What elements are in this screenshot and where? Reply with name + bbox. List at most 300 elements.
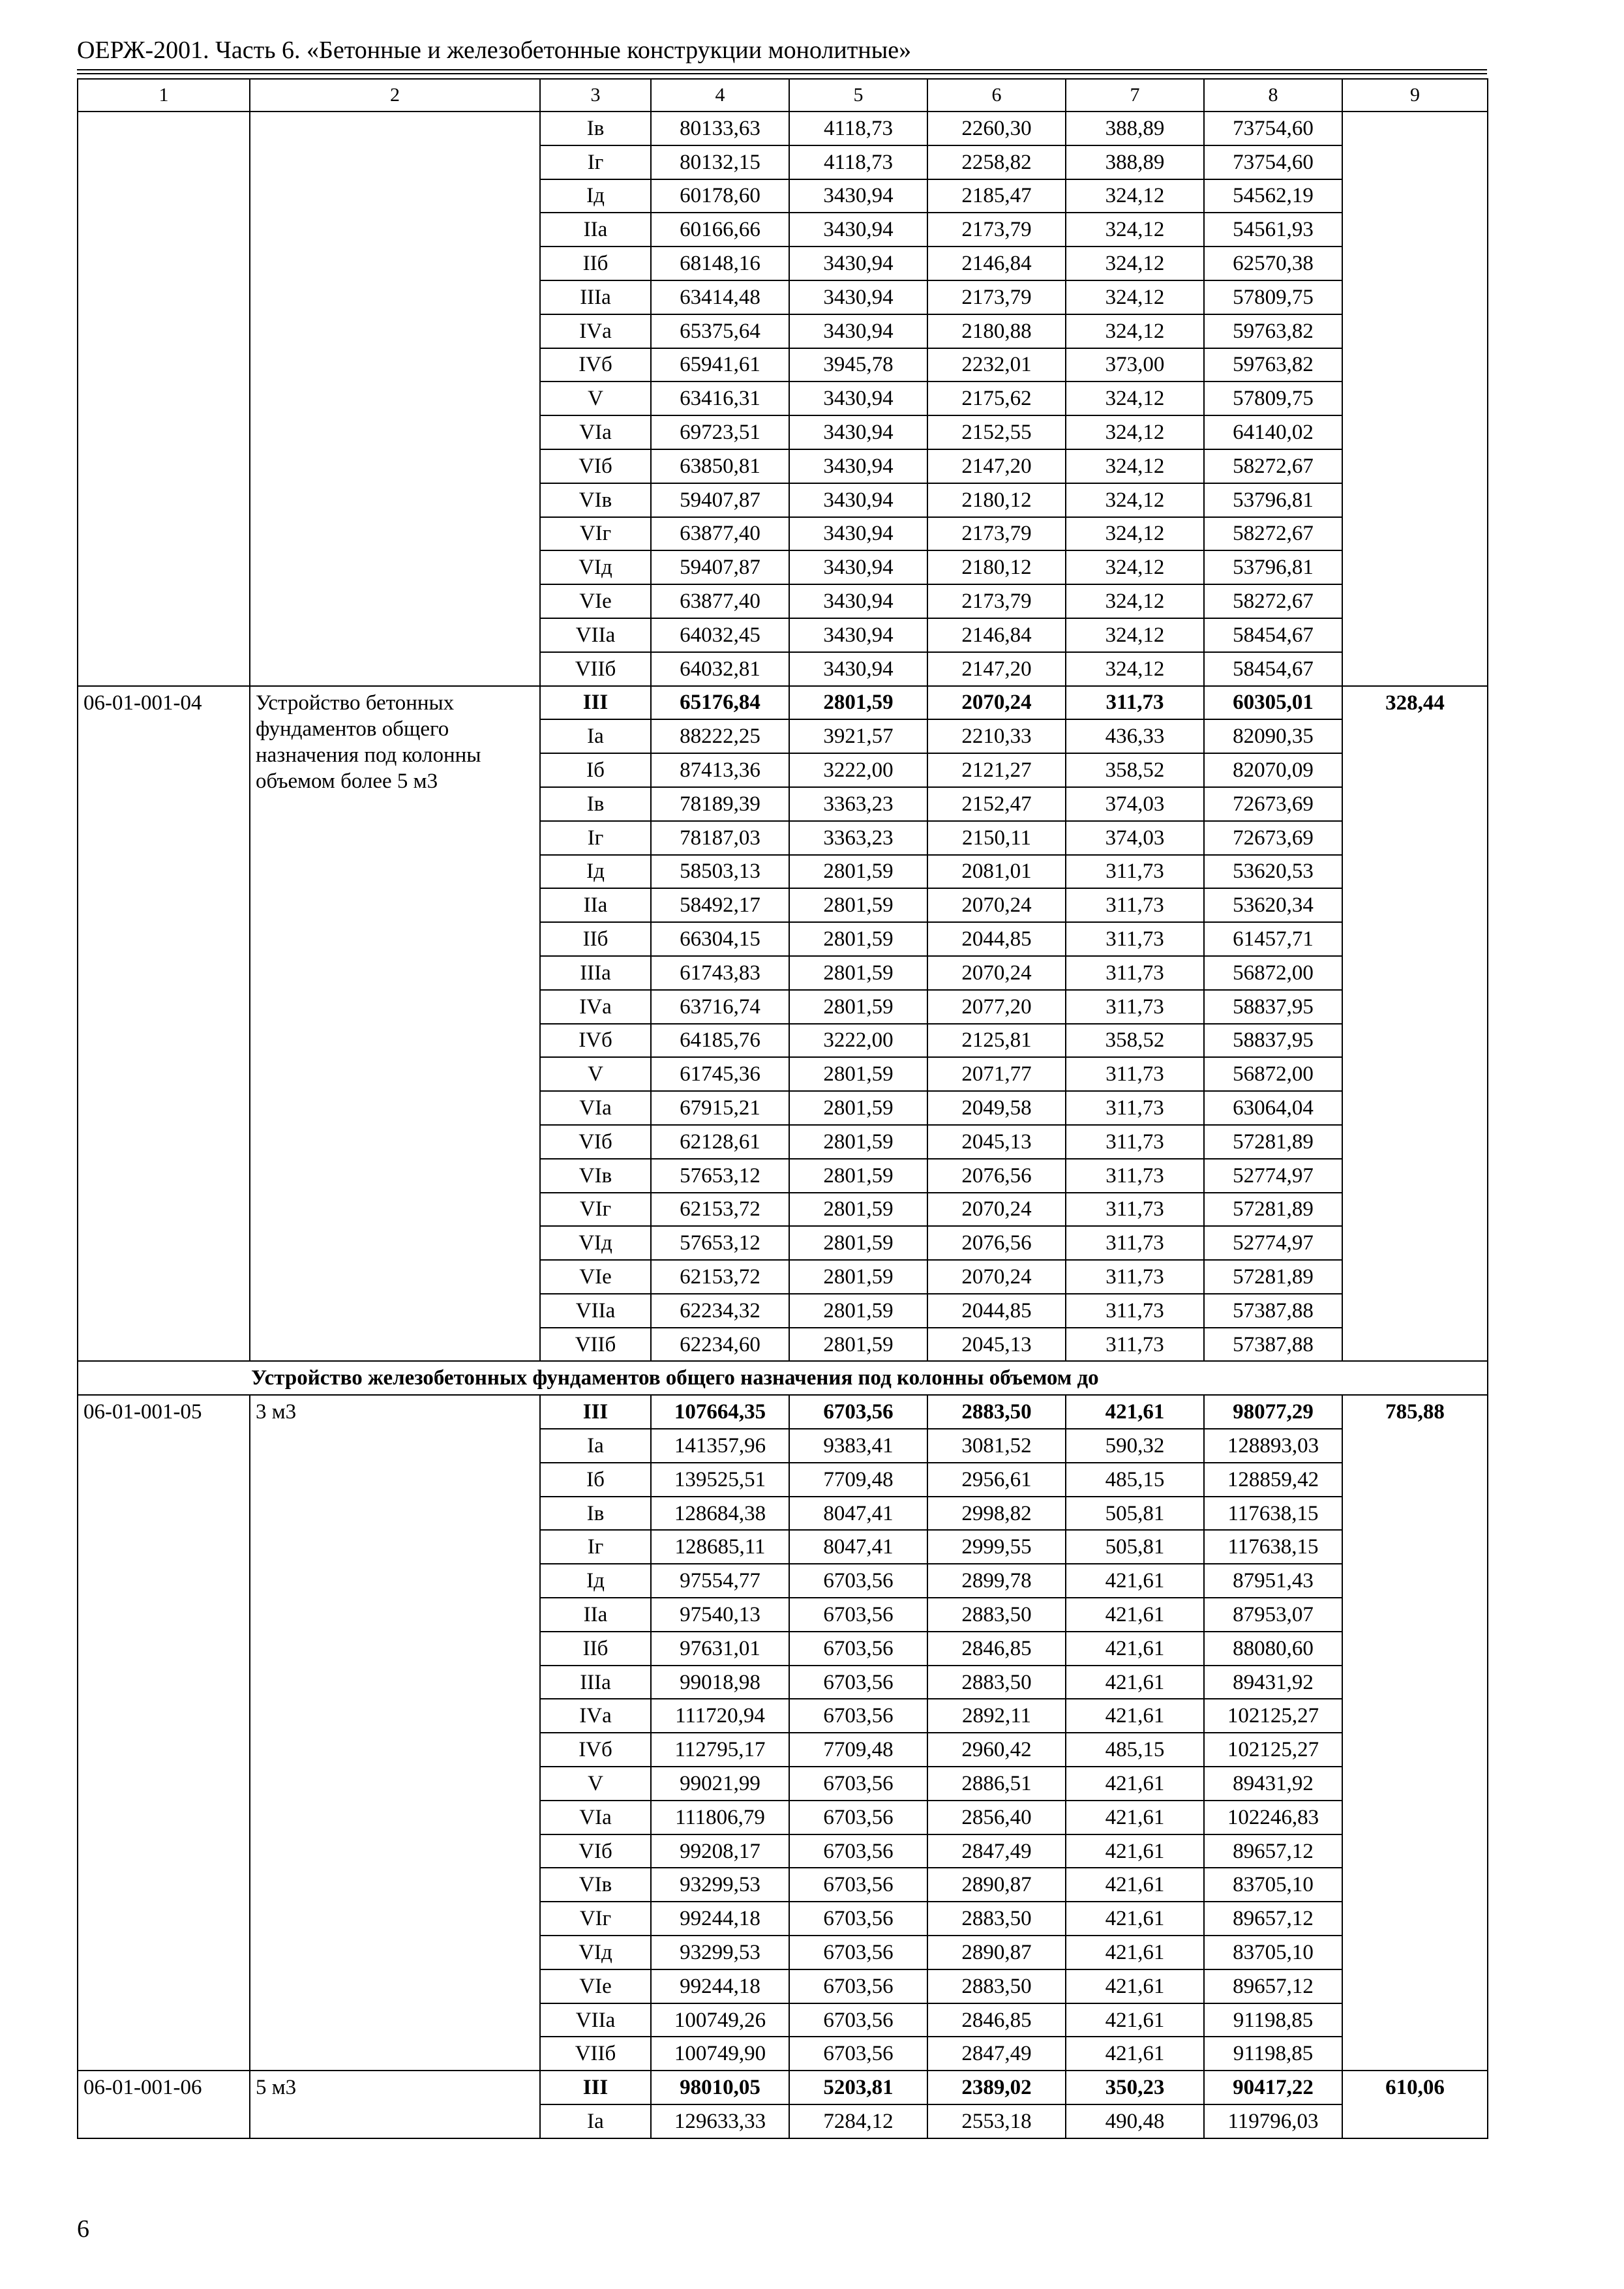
value-cell: 324,12: [1066, 483, 1204, 517]
value-cell: 2147,20: [927, 652, 1066, 686]
value-cell: 60305,01: [1204, 686, 1342, 720]
value-cell: 2146,84: [927, 618, 1066, 652]
value-cell: 2886,51: [927, 1767, 1066, 1801]
value-cell: 324,12: [1066, 550, 1204, 584]
value-cell: 2210,33: [927, 719, 1066, 753]
rate-description: Устройство бетонных фундаментов общего назначения под колонны объемом более 5 м3: [250, 686, 540, 1362]
zone-cell: VIе: [540, 1969, 651, 2003]
value-cell: 3430,94: [789, 314, 927, 348]
value-cell: 324,12: [1066, 449, 1204, 483]
zone-cell: Iб: [540, 1463, 651, 1497]
value-cell: 3222,00: [789, 753, 927, 787]
value-cell: 2152,47: [927, 787, 1066, 821]
value-cell: 2883,50: [927, 1902, 1066, 1936]
value-cell: 63716,74: [651, 990, 789, 1024]
zone-cell: VIIб: [540, 1328, 651, 1362]
value-cell: 139525,51: [651, 1463, 789, 1497]
value-cell: 56872,00: [1204, 1057, 1342, 1091]
value-cell: 7709,48: [789, 1463, 927, 1497]
value-cell: 2883,50: [927, 1395, 1066, 1429]
value-cell: 6703,56: [789, 1868, 927, 1902]
value-cell: 485,15: [1066, 1463, 1204, 1497]
zone-cell: V: [540, 1057, 651, 1091]
value-cell: 2960,42: [927, 1733, 1066, 1767]
value-cell: 64032,45: [651, 618, 789, 652]
value-cell: 63877,40: [651, 584, 789, 618]
value-cell: 117638,15: [1204, 1530, 1342, 1564]
value-cell: 119796,03: [1204, 2104, 1342, 2138]
value-cell: 100749,90: [651, 2037, 789, 2071]
value-cell: 311,73: [1066, 888, 1204, 922]
value-cell: 2070,24: [927, 888, 1066, 922]
value-cell: 58272,67: [1204, 584, 1342, 618]
value-cell: 2801,59: [789, 855, 927, 889]
value-cell: 2185,47: [927, 179, 1066, 213]
value-cell: 87413,36: [651, 753, 789, 787]
value-cell: 59763,82: [1204, 348, 1342, 382]
value-cell: 58454,67: [1204, 652, 1342, 686]
value-cell: 58492,17: [651, 888, 789, 922]
zone-cell: VIIа: [540, 2003, 651, 2037]
value-cell: 311,73: [1066, 1226, 1204, 1260]
value-cell: 324,12: [1066, 382, 1204, 415]
value-cell: 324,12: [1066, 280, 1204, 314]
value-cell: 73754,60: [1204, 112, 1342, 145]
value-cell: 61743,83: [651, 956, 789, 990]
value-cell: 8047,41: [789, 1497, 927, 1531]
table-row: [78, 686, 1488, 720]
value-cell: 54561,93: [1204, 213, 1342, 247]
value-cell: 57281,89: [1204, 1125, 1342, 1159]
value-cell: 89657,12: [1204, 1834, 1342, 1868]
value-cell: 2180,88: [927, 314, 1066, 348]
value-cell: 2071,77: [927, 1057, 1066, 1091]
column-9-value: 785,88: [1342, 1395, 1488, 2071]
zone-cell: IIIа: [540, 1666, 651, 1699]
value-cell: 3430,94: [789, 449, 927, 483]
value-cell: 2070,24: [927, 1193, 1066, 1227]
value-cell: 93299,53: [651, 1936, 789, 1969]
value-cell: 128859,42: [1204, 1463, 1342, 1497]
value-cell: 324,12: [1066, 618, 1204, 652]
value-cell: 311,73: [1066, 1125, 1204, 1159]
value-cell: 373,00: [1066, 348, 1204, 382]
value-cell: 2998,82: [927, 1497, 1066, 1531]
value-cell: 99244,18: [651, 1969, 789, 2003]
value-cell: 6703,56: [789, 1936, 927, 1969]
value-cell: 93299,53: [651, 1868, 789, 1902]
zone-cell: III: [540, 686, 651, 720]
value-cell: 64140,02: [1204, 415, 1342, 449]
value-cell: 3430,94: [789, 382, 927, 415]
value-cell: 58272,67: [1204, 517, 1342, 551]
value-cell: 421,61: [1066, 1801, 1204, 1834]
value-cell: 324,12: [1066, 213, 1204, 247]
header-rule-double: [77, 73, 1487, 74]
zone-cell: VIв: [540, 483, 651, 517]
column-number-cell: 5: [789, 79, 927, 112]
value-cell: 61745,36: [651, 1057, 789, 1091]
value-cell: 2801,59: [789, 1091, 927, 1125]
value-cell: 61457,71: [1204, 922, 1342, 956]
section-heading: Устройство железобетонных фундаментов общего назначения под колонны объемом до: [78, 1361, 1488, 1395]
value-cell: 62153,72: [651, 1193, 789, 1227]
value-cell: 57653,12: [651, 1226, 789, 1260]
zone-cell: IVа: [540, 1699, 651, 1733]
value-cell: 421,61: [1066, 1699, 1204, 1733]
section-heading-row: [78, 1361, 1488, 1395]
value-cell: 421,61: [1066, 2003, 1204, 2037]
value-cell: 421,61: [1066, 2037, 1204, 2071]
value-cell: 98010,05: [651, 2071, 789, 2104]
value-cell: 6703,56: [789, 1564, 927, 1598]
column-number-cell: 2: [250, 79, 540, 112]
value-cell: 69723,51: [651, 415, 789, 449]
value-cell: 311,73: [1066, 1193, 1204, 1227]
value-cell: 78187,03: [651, 821, 789, 855]
value-cell: 2801,59: [789, 922, 927, 956]
value-cell: 358,52: [1066, 753, 1204, 787]
zone-cell: VIIа: [540, 1294, 651, 1328]
value-cell: 82070,09: [1204, 753, 1342, 787]
column-9-value: [1342, 112, 1488, 686]
value-cell: 324,12: [1066, 415, 1204, 449]
value-cell: 2260,30: [927, 112, 1066, 145]
value-cell: 111806,79: [651, 1801, 789, 1834]
value-cell: 350,23: [1066, 2071, 1204, 2104]
value-cell: 117638,15: [1204, 1497, 1342, 1531]
value-cell: 97631,01: [651, 1632, 789, 1666]
value-cell: 89431,92: [1204, 1767, 1342, 1801]
value-cell: 63850,81: [651, 449, 789, 483]
value-cell: 5203,81: [789, 2071, 927, 2104]
value-cell: 62234,32: [651, 1294, 789, 1328]
value-cell: 89657,12: [1204, 1902, 1342, 1936]
value-cell: 2180,12: [927, 483, 1066, 517]
value-cell: 99244,18: [651, 1902, 789, 1936]
value-cell: 128684,38: [651, 1497, 789, 1531]
rate-description: 3 м3: [250, 1395, 540, 2071]
table-row: [78, 2071, 1488, 2104]
zone-cell: Iа: [540, 719, 651, 753]
zone-cell: Iв: [540, 112, 651, 145]
value-cell: 3430,94: [789, 584, 927, 618]
value-cell: 3430,94: [789, 517, 927, 551]
value-cell: 78189,39: [651, 787, 789, 821]
value-cell: 2389,02: [927, 2071, 1066, 2104]
value-cell: 2801,59: [789, 1226, 927, 1260]
zone-cell: VIе: [540, 1260, 651, 1294]
value-cell: 311,73: [1066, 1294, 1204, 1328]
rate-description: [250, 112, 540, 686]
value-cell: 2801,59: [789, 990, 927, 1024]
value-cell: 2173,79: [927, 280, 1066, 314]
value-cell: 97554,77: [651, 1564, 789, 1598]
value-cell: 2883,50: [927, 1598, 1066, 1632]
value-cell: 3363,23: [789, 787, 927, 821]
value-cell: 6703,56: [789, 1969, 927, 2003]
column-number-cell: 8: [1204, 79, 1342, 112]
value-cell: 324,12: [1066, 247, 1204, 280]
value-cell: 60166,66: [651, 213, 789, 247]
zone-cell: Iв: [540, 787, 651, 821]
value-cell: 89431,92: [1204, 1666, 1342, 1699]
value-cell: 2553,18: [927, 2104, 1066, 2138]
zone-cell: VIд: [540, 1936, 651, 1969]
value-cell: 73754,60: [1204, 145, 1342, 179]
zone-cell: IIб: [540, 922, 651, 956]
value-cell: 64032,81: [651, 652, 789, 686]
value-cell: 98077,29: [1204, 1395, 1342, 1429]
value-cell: 3081,52: [927, 1429, 1066, 1463]
zone-cell: VIд: [540, 1226, 651, 1260]
value-cell: 3430,94: [789, 550, 927, 584]
value-cell: 2956,61: [927, 1463, 1066, 1497]
rate-code: 06-01-001-05: [78, 1395, 250, 2071]
value-cell: 111720,94: [651, 1699, 789, 1733]
value-cell: 2049,58: [927, 1091, 1066, 1125]
value-cell: 2847,49: [927, 2037, 1066, 2071]
column-number-cell: 7: [1066, 79, 1204, 112]
value-cell: 6703,56: [789, 1902, 927, 1936]
table-row: [78, 112, 1488, 145]
value-cell: 421,61: [1066, 1395, 1204, 1429]
value-cell: 2846,85: [927, 2003, 1066, 2037]
value-cell: 59407,87: [651, 483, 789, 517]
value-cell: 2847,49: [927, 1834, 1066, 1868]
value-cell: 63877,40: [651, 517, 789, 551]
value-cell: 311,73: [1066, 922, 1204, 956]
value-cell: 421,61: [1066, 1564, 1204, 1598]
zone-cell: IIа: [540, 888, 651, 922]
value-cell: 421,61: [1066, 1834, 1204, 1868]
value-cell: 2173,79: [927, 213, 1066, 247]
zone-cell: VIб: [540, 449, 651, 483]
value-cell: 2152,55: [927, 415, 1066, 449]
column-number-cell: 3: [540, 79, 651, 112]
value-cell: 2890,87: [927, 1936, 1066, 1969]
value-cell: 102125,27: [1204, 1699, 1342, 1733]
value-cell: 421,61: [1066, 1767, 1204, 1801]
value-cell: 311,73: [1066, 1057, 1204, 1091]
value-cell: 57281,89: [1204, 1260, 1342, 1294]
value-cell: 99018,98: [651, 1666, 789, 1699]
value-cell: 388,89: [1066, 145, 1204, 179]
value-cell: 6703,56: [789, 2003, 927, 2037]
zone-cell: VIа: [540, 415, 651, 449]
value-cell: 421,61: [1066, 1969, 1204, 2003]
value-cell: 2890,87: [927, 1868, 1066, 1902]
value-cell: 62570,38: [1204, 247, 1342, 280]
column-number-cell: 6: [927, 79, 1066, 112]
zone-cell: IIа: [540, 1598, 651, 1632]
value-cell: 2801,59: [789, 1125, 927, 1159]
value-cell: 2121,27: [927, 753, 1066, 787]
value-cell: 2045,13: [927, 1125, 1066, 1159]
value-cell: 505,81: [1066, 1530, 1204, 1564]
header-rule: [77, 69, 1487, 70]
value-cell: 2232,01: [927, 348, 1066, 382]
value-cell: 53620,53: [1204, 855, 1342, 889]
zone-cell: IVб: [540, 1733, 651, 1767]
value-cell: 3430,94: [789, 652, 927, 686]
value-cell: 6703,56: [789, 1395, 927, 1429]
value-cell: 2892,11: [927, 1699, 1066, 1733]
value-cell: 83705,10: [1204, 1868, 1342, 1902]
value-cell: 62128,61: [651, 1125, 789, 1159]
value-cell: 3430,94: [789, 247, 927, 280]
value-cell: 62234,60: [651, 1328, 789, 1362]
value-cell: 88222,25: [651, 719, 789, 753]
zone-cell: IIIа: [540, 956, 651, 990]
zone-cell: VIIб: [540, 2037, 651, 2071]
value-cell: 2175,62: [927, 382, 1066, 415]
value-cell: 3921,57: [789, 719, 927, 753]
column-9-value: 610,06: [1342, 2071, 1488, 2138]
value-cell: 590,32: [1066, 1429, 1204, 1463]
value-cell: 129633,33: [651, 2104, 789, 2138]
value-cell: 2044,85: [927, 1294, 1066, 1328]
value-cell: 72673,69: [1204, 787, 1342, 821]
value-cell: 54562,19: [1204, 179, 1342, 213]
value-cell: 2801,59: [789, 1159, 927, 1193]
value-cell: 57387,88: [1204, 1294, 1342, 1328]
value-cell: 311,73: [1066, 1328, 1204, 1362]
column-number-cell: 1: [78, 79, 250, 112]
value-cell: 421,61: [1066, 1666, 1204, 1699]
page-number: 6: [77, 2215, 89, 2243]
value-cell: 6703,56: [789, 1801, 927, 1834]
value-cell: 64185,76: [651, 1024, 789, 1058]
value-cell: 2081,01: [927, 855, 1066, 889]
column-9-value: 328,44: [1342, 686, 1488, 1362]
value-cell: 374,03: [1066, 821, 1204, 855]
value-cell: 65941,61: [651, 348, 789, 382]
value-cell: 87951,43: [1204, 1564, 1342, 1598]
value-cell: 311,73: [1066, 956, 1204, 990]
zone-cell: Iб: [540, 753, 651, 787]
value-cell: 58272,67: [1204, 449, 1342, 483]
value-cell: 4118,73: [789, 112, 927, 145]
value-cell: 2044,85: [927, 922, 1066, 956]
value-cell: 57809,75: [1204, 382, 1342, 415]
table-row: [78, 1395, 1488, 1429]
value-cell: 2076,56: [927, 1226, 1066, 1260]
value-cell: 99021,99: [651, 1767, 789, 1801]
zone-cell: Iг: [540, 145, 651, 179]
value-cell: 3430,94: [789, 179, 927, 213]
value-cell: 3430,94: [789, 618, 927, 652]
value-cell: 421,61: [1066, 1632, 1204, 1666]
value-cell: 2801,59: [789, 1328, 927, 1362]
value-cell: 52774,97: [1204, 1159, 1342, 1193]
value-cell: 7284,12: [789, 2104, 927, 2138]
value-cell: 2146,84: [927, 247, 1066, 280]
value-cell: 128893,03: [1204, 1429, 1342, 1463]
value-cell: 311,73: [1066, 1260, 1204, 1294]
value-cell: 97540,13: [651, 1598, 789, 1632]
value-cell: 2999,55: [927, 1530, 1066, 1564]
value-cell: 2801,59: [789, 888, 927, 922]
value-cell: 2180,12: [927, 550, 1066, 584]
value-cell: 57653,12: [651, 1159, 789, 1193]
value-cell: 6703,56: [789, 1632, 927, 1666]
value-cell: 57281,89: [1204, 1193, 1342, 1227]
value-cell: 91198,85: [1204, 2037, 1342, 2071]
value-cell: 2070,24: [927, 1260, 1066, 1294]
value-cell: 67915,21: [651, 1091, 789, 1125]
zone-cell: IVа: [540, 314, 651, 348]
value-cell: 374,03: [1066, 787, 1204, 821]
value-cell: 59407,87: [651, 550, 789, 584]
zone-cell: III: [540, 2071, 651, 2104]
zone-cell: IVб: [540, 1024, 651, 1058]
value-cell: 2801,59: [789, 686, 927, 720]
value-cell: 2899,78: [927, 1564, 1066, 1598]
value-cell: 63064,04: [1204, 1091, 1342, 1125]
value-cell: 421,61: [1066, 1936, 1204, 1969]
value-cell: 65176,84: [651, 686, 789, 720]
value-cell: 58503,13: [651, 855, 789, 889]
zone-cell: V: [540, 382, 651, 415]
zone-cell: IIа: [540, 213, 651, 247]
zone-cell: V: [540, 1767, 651, 1801]
value-cell: 3363,23: [789, 821, 927, 855]
value-cell: 107664,35: [651, 1395, 789, 1429]
value-cell: 88080,60: [1204, 1632, 1342, 1666]
value-cell: 59763,82: [1204, 314, 1342, 348]
value-cell: 102246,83: [1204, 1801, 1342, 1834]
value-cell: 6703,56: [789, 1699, 927, 1733]
zone-cell: IIIа: [540, 280, 651, 314]
value-cell: 91198,85: [1204, 2003, 1342, 2037]
value-cell: 3430,94: [789, 483, 927, 517]
zone-cell: III: [540, 1395, 651, 1429]
zone-cell: Iа: [540, 1429, 651, 1463]
value-cell: 2070,24: [927, 686, 1066, 720]
value-cell: 60178,60: [651, 179, 789, 213]
value-cell: 505,81: [1066, 1497, 1204, 1531]
value-cell: 324,12: [1066, 179, 1204, 213]
zone-cell: IVа: [540, 990, 651, 1024]
value-cell: 8047,41: [789, 1530, 927, 1564]
zone-cell: VIв: [540, 1159, 651, 1193]
value-cell: 311,73: [1066, 1159, 1204, 1193]
value-cell: 65375,64: [651, 314, 789, 348]
rate-code: 06-01-001-06: [78, 2071, 250, 2138]
zone-cell: VIб: [540, 1834, 651, 1868]
value-cell: 80132,15: [651, 145, 789, 179]
rate-code: [78, 112, 250, 686]
value-cell: 2846,85: [927, 1632, 1066, 1666]
value-cell: 421,61: [1066, 1868, 1204, 1902]
zone-cell: IVб: [540, 348, 651, 382]
value-cell: 63416,31: [651, 382, 789, 415]
value-cell: 2173,79: [927, 584, 1066, 618]
zone-cell: Iд: [540, 179, 651, 213]
value-cell: 2045,13: [927, 1328, 1066, 1362]
zone-cell: Iа: [540, 2104, 651, 2138]
zone-cell: VIв: [540, 1868, 651, 1902]
zone-cell: VIг: [540, 1902, 651, 1936]
value-cell: 53620,34: [1204, 888, 1342, 922]
value-cell: 2173,79: [927, 517, 1066, 551]
zone-cell: VIе: [540, 584, 651, 618]
value-cell: 100749,26: [651, 2003, 789, 2037]
value-cell: 82090,35: [1204, 719, 1342, 753]
column-number-cell: 9: [1342, 79, 1488, 112]
zone-cell: IIб: [540, 247, 651, 280]
